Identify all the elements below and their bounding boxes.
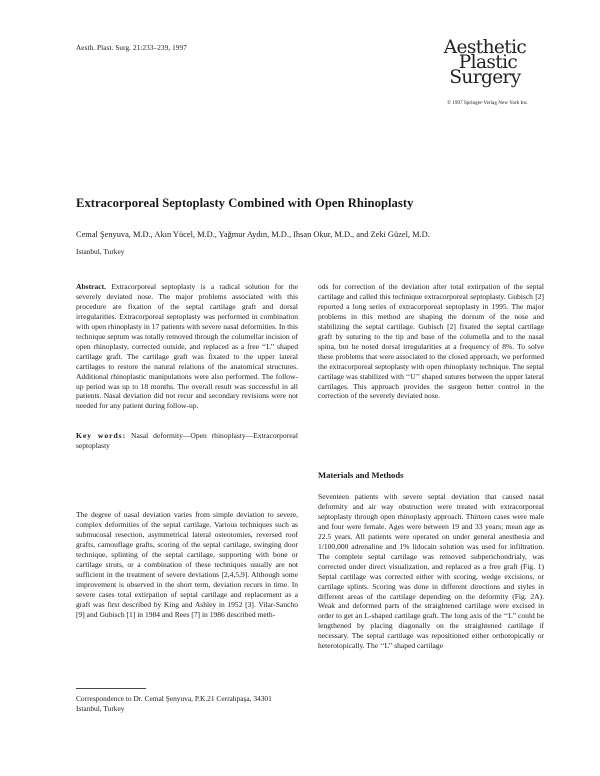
author-affiliation: Istanbul, Turkey — [76, 247, 125, 256]
keywords-label: Key words: — [76, 431, 127, 440]
abstract-text: Extracorporeal septoplasty is a radical solution for the severely deviated nose. The major problems associated with this procedure are fixation of the septal cartilage graft and dorsal irregularities. Extracorporeal septoplasty was performed in combination with open rhinoplasty in 17 patients with severe nasal deformities. In this technique septum was totally removed through the columellar incision of open rhinoplasty, corrected outside, and replaced as a free ‘‘L’’ shaped cartilage graft. The cartilage graft was fixated to the upper lateral cartilages to restore the natural relations of the anatomical structures. Additional rhinoplastic manipulations were also performed. The follow-up period was up to 18 months. The overall result was successful in all patients. Nasal deviation did not recur and secondary revisions were not needed for any patient during follow-up. — [76, 282, 298, 411]
journal-reference: Aesth. Plast. Surg. 21:233–239, 1997 — [76, 44, 187, 52]
journal-logo — [430, 37, 540, 89]
article-title: Extracorporeal Septoplasty Combined with Open Rhinoplasty — [76, 196, 414, 210]
copyright-notice: © 1997 Springer-Verlag New York Inc. — [447, 100, 529, 106]
abstract-block — [76, 282, 298, 411]
introduction-paragraph: The degree of nasal deviation varies from simple deviation to severe, complex deformities of the septal cartilage. Various techniques such as submucosal resection, asymmetrical lateral osteotomies, reversed roof grafts, camouflage grafts, scoring of the septal cartilage, swinging door technique, splinting of the septal cartilage, supporting with bone or cartilage struts, or a combination of these techniques usually are not sufficient in the treatment of severe deviations [2,4,5,9]. Although some improvement is observed in the short term, deviation recurs in time. In severe cases total extirpation of septal cartilage and replacement as a graft was first described by King and Ashley in 1952 [3]. Vilar-Sancho [9] and Gubisch [1] in 1984 and Rees [7] in 1986 described meth- — [76, 510, 298, 619]
methods-heading: Materials and Methods — [318, 470, 404, 480]
methods-paragraph: Seventeen patients with severe septal deviation that caused nasal deformity and air way obstruction were treated with extracorporeal septoplasty through open rhinoplasty approach. Thirteen cases were male and four were female. Ages were between 19 and 33 years; mean age as 22.5 years. All patients were operated on under general anesthesia and 1/100,000 adrenaline and 1% lidocain solution was used for infiltration. The complete septal cartilage was removed subperichondrialy, was corrected under direct visualization, and replaced as a free graft (Fig. 1) Septal cartilage was corrected either with scoring, wedge excisions, or cartilage splints. Scoring was done in different directions and styles in different areas of the cartilage depending on the deformity (Fig. 2A). Weak and deformed parts of the straightened cartilage were excised in order to get an L-shaped cartilage graft. The long axis of the ‘‘L’’ could be lengthened by placing diagonally on the straightened cartilage if necessary. The septal cartilage was repositioned either orthotopically or heterotopically. The ‘‘L’’ shaped cartilage — [318, 492, 544, 651]
footnote-divider — [76, 688, 146, 689]
logo-line-surgery: Surgery — [449, 67, 521, 89]
keywords-block — [76, 431, 298, 451]
keywords-text: Nasal deformity—Open rhinoplasty—Extracorporeal septoplasty — [76, 431, 299, 450]
abstract-label: Abstract. — [76, 282, 106, 291]
logo-line-plastic: Plastic — [458, 52, 518, 74]
correspondence-footnote: Correspondence to Dr. Cemal Şenyuva, P.K.21 Cerrahpaşa, 34301 Istanbul, Turkey — [76, 694, 272, 713]
logo-line-aesthetic: Aesthetic — [443, 37, 527, 58]
author-list: Cemal Şenyuva, M.D., Akın Yücel, M.D., Yağmur Aydın, M.D., Ihsan Okur, M.D., and Zeki Güzel, M.D. — [76, 230, 430, 239]
introduction-continuation: ods for correction of the deviation after total extirpation of the septal cartilage and called this technique extracorporeal septoplasty. Gubisch [2] reported a long series of extracorporeal septoplasty in 1995. The major problems in this method are shaping the dorsum of the nose and stabilizing the septal cartilage. Gubisch [2] fixated the septal cartilage graft by suturing to the tip and base of the columella and to the nasal spina, but he noted dorsal irregularities at a frequency of 8%. To solve these problems that were associated to the closed approach, we performed the extracorporeal septoplasty with open rhinoplasty technique. The septal cartilage was stabilized with ‘‘U’’ shaped sutures between the upper lateral cartilages. This approach provides the surgeon better control in the correction of the severely deviated nose. — [318, 282, 544, 401]
